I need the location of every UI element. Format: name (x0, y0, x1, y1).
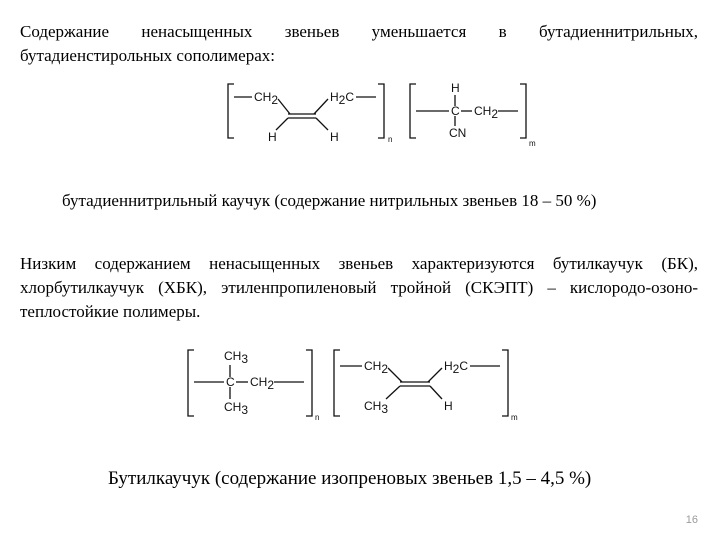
atom-h: H (451, 81, 460, 95)
bracket-right (378, 84, 384, 138)
formula-butyl-rubber (180, 344, 530, 426)
atom-cn: CN (449, 126, 467, 140)
atom-h2c: H2C (330, 90, 355, 107)
index-m: m (511, 413, 518, 422)
page-number: 16 (685, 514, 698, 526)
bracket-left (188, 350, 194, 416)
caption-butyl-rubber: Бутилкаучук (содержание изопреновых звеньев 1,5 – 4,5 %) (108, 468, 592, 489)
atom-ch3: CH3 (224, 349, 249, 366)
atom-ch3: CH3 (364, 399, 389, 416)
atom-h: H (444, 399, 453, 413)
bracket-right (502, 350, 508, 416)
atom-ch2: CH2 (364, 359, 389, 376)
caption-nitrile-rubber: бутадиеннитрильный каучук (содержание нитрильных звеньев 18 – 50 %) (62, 191, 597, 210)
atom-c: C (451, 104, 460, 118)
atom-ch2: CH2 (250, 375, 275, 392)
bracket-left (410, 84, 416, 138)
atom-h: H (330, 130, 339, 144)
paragraph-low-unsaturation: Низким содержанием ненасыщенных звеньев характеризуются бутилкаучук (БК), хлорбутилкаучук (ХБК), этиленпропиленовый тройной (СКЭПТ) – кислородо-озоно-теплостойкие полимеры. (20, 254, 698, 321)
atom-ch3: CH3 (224, 400, 249, 417)
atom-ch2: CH2 (474, 104, 499, 121)
bracket-right (520, 84, 526, 138)
index-n: n (388, 135, 393, 144)
atom-c: C (226, 375, 235, 389)
formula-nitrile-rubber (220, 78, 550, 150)
atom-h2c: H2C (444, 359, 469, 376)
bracket-left (334, 350, 340, 416)
index-m: m (529, 139, 536, 148)
bracket-left (228, 84, 234, 138)
bracket-right (306, 350, 312, 416)
atom-ch2: CH2 (254, 90, 279, 107)
index-n: n (315, 413, 320, 422)
intro-text: Содержание ненасыщенных звеньев уменьшается в бутадиеннитрильных, бутадиенстирольных сополимерах: (20, 22, 698, 65)
atom-h: H (268, 130, 277, 144)
